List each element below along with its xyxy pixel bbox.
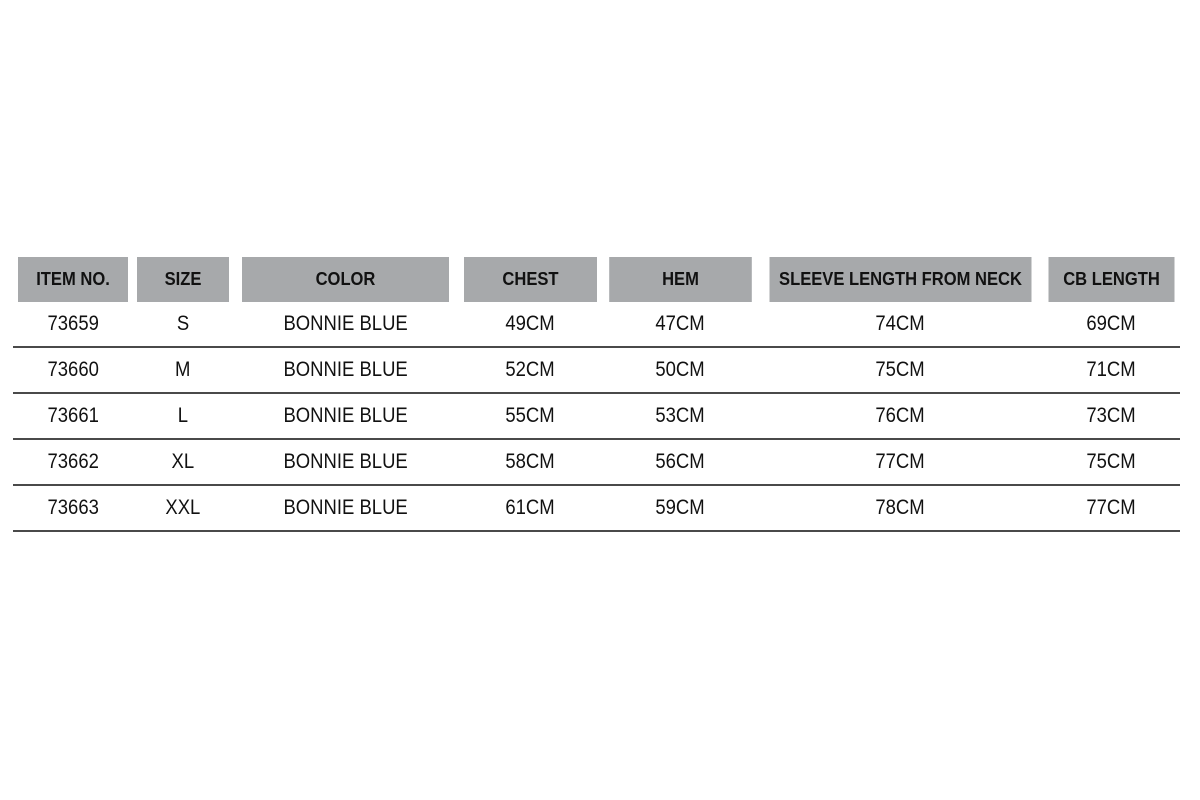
cell-cb-length: 75CM bbox=[1043, 439, 1180, 485]
table-row bbox=[13, 347, 1180, 393]
cell-chest: 49CM bbox=[458, 302, 603, 347]
header-item-no: ITEM NO. bbox=[18, 257, 128, 302]
cell-color: BONNIE BLUE bbox=[233, 302, 458, 347]
cell-color: BONNIE BLUE bbox=[233, 393, 458, 439]
table-row bbox=[13, 439, 1180, 485]
header-chest: CHEST bbox=[464, 257, 597, 302]
cell-hem: 47CM bbox=[603, 302, 758, 347]
table-row bbox=[13, 393, 1180, 439]
cell-size: S bbox=[133, 302, 233, 347]
cell-cb-length: 77CM bbox=[1043, 485, 1180, 531]
cell-size: XXL bbox=[133, 485, 233, 531]
cell-item-no: 73659 bbox=[13, 302, 133, 347]
cell-cb-length: 69CM bbox=[1043, 302, 1180, 347]
header-hem: HEM bbox=[609, 257, 752, 302]
table-row bbox=[13, 485, 1180, 531]
cell-hem: 53CM bbox=[603, 393, 758, 439]
cell-cb-length: 71CM bbox=[1043, 347, 1180, 393]
cell-size: L bbox=[133, 393, 233, 439]
cell-cb-length: 73CM bbox=[1043, 393, 1180, 439]
cell-item-no: 73661 bbox=[13, 393, 133, 439]
cell-hem: 56CM bbox=[603, 439, 758, 485]
cell-color: BONNIE BLUE bbox=[233, 485, 458, 531]
cell-sleeve-length: 76CM bbox=[758, 393, 1043, 439]
cell-hem: 59CM bbox=[603, 485, 758, 531]
cell-size: XL bbox=[133, 439, 233, 485]
cell-item-no: 73663 bbox=[13, 485, 133, 531]
table-row bbox=[13, 302, 1180, 347]
cell-size: M bbox=[133, 347, 233, 393]
cell-chest: 55CM bbox=[458, 393, 603, 439]
cell-sleeve-length: 78CM bbox=[758, 485, 1043, 531]
cell-sleeve-length: 75CM bbox=[758, 347, 1043, 393]
cell-chest: 52CM bbox=[458, 347, 603, 393]
size-chart-table bbox=[13, 257, 1180, 532]
cell-color: BONNIE BLUE bbox=[233, 439, 458, 485]
cell-item-no: 73660 bbox=[13, 347, 133, 393]
table-header-row bbox=[13, 257, 1180, 302]
header-color: COLOR bbox=[242, 257, 449, 302]
cell-chest: 61CM bbox=[458, 485, 603, 531]
header-size: SIZE bbox=[137, 257, 229, 302]
cell-item-no: 73662 bbox=[13, 439, 133, 485]
header-cb-length: CB LENGTH bbox=[1048, 257, 1174, 302]
cell-hem: 50CM bbox=[603, 347, 758, 393]
cell-chest: 58CM bbox=[458, 439, 603, 485]
cell-sleeve-length: 74CM bbox=[758, 302, 1043, 347]
header-sleeve-length: SLEEVE LENGTH FROM NECK bbox=[769, 257, 1031, 302]
cell-sleeve-length: 77CM bbox=[758, 439, 1043, 485]
cell-color: BONNIE BLUE bbox=[233, 347, 458, 393]
